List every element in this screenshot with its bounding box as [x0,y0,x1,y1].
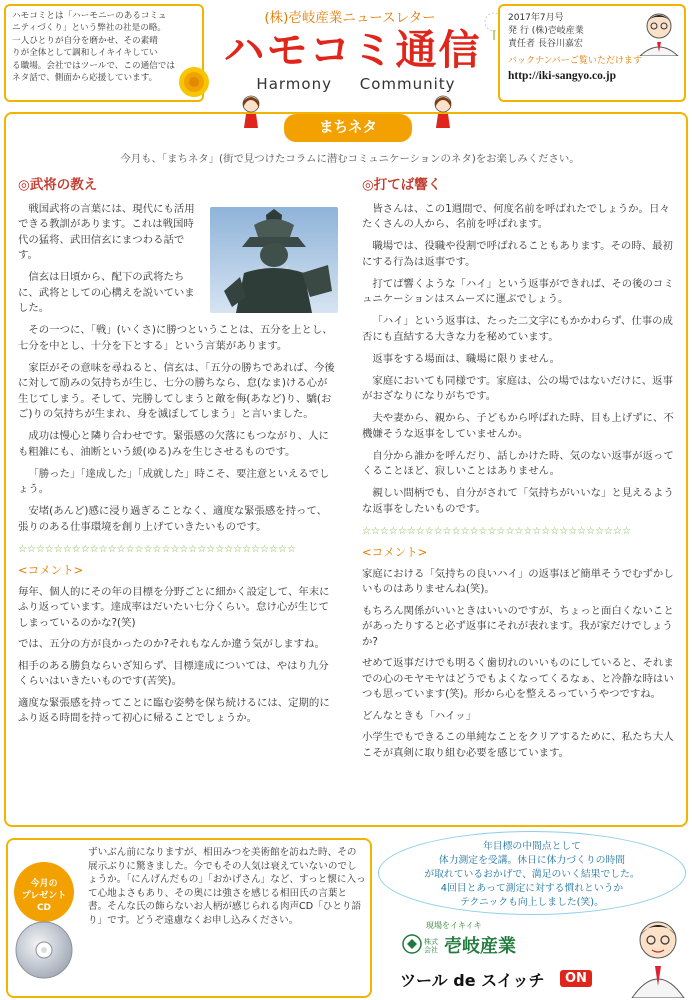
star-divider: ☆☆☆☆☆☆☆☆☆☆☆☆☆☆☆☆☆☆☆☆☆☆☆☆☆☆☆☆☆☆☆ [18,543,296,555]
speech-bubble [378,831,686,915]
article-paragraph: 職場では、役職や役割で呼ばれることもあります。その時、最初にする行為は返事です。 [362,240,673,268]
article-heading: ◎打てば響く [362,177,442,193]
girl-character-icon [238,94,264,128]
newsletter-kicker: (株)壱岐産業ニュースレター [264,10,436,26]
comment-text: 小学生でもできるこの単純なことをクリアするために、私たち大人こそが真剣に取り組む必要を感じています。 [362,731,674,759]
article-paragraph: 信玄は日頃から、配下の武将たちに、武将としての心構えを説いていました。 [18,271,195,314]
comment-text: もちろん関係がいいときはいいのですが、ちょっと面白くないことがあったりすると必ず返事にそれが表れます。我が家だけでしょうか? [362,604,674,648]
bubble-line: 体力測定を受講。休日に体力づくりの時間 [438,855,626,866]
article-paragraph: その一つに、「戦」(いくさ)に勝つということは、五分を上とし、七分を中とし、十分を下とする」という言葉があります。 [18,324,333,352]
girl-character-icon [430,94,456,128]
backnumber-note: バックナンバーご覧いただけます [508,56,642,66]
article-paragraph: 「ハイ」という返事は、たった二文字にもかかわらず、仕事の成否にも直結する大きな力を秘めています。 [362,315,673,343]
comment-text: 毎年、個人的にその年の目標を分野ごとに細かく設定して、年末にふり返っています。達成率はだいたい七分くらい。怠け心が生じてしまっているのかな?(笑) [18,585,330,629]
article-paragraph: 自分から誰かを呼んだり、話しかけた時、気のない返事が返ってくることほど、寂しいことはありません。 [362,449,674,477]
issue-date: 2017年7月号 [508,13,564,23]
article-paragraph: 皆さんは、この1週間で、何度名前を呼ばれたでしょうか。日々たくさんの人から、名前を呼ばれます。 [362,202,670,230]
article-paragraph: 返事をする場面は、職場に限りません。 [372,352,561,365]
article-heading: ◎武将の教え [18,177,98,193]
comment-text: 家庭における「気持ちの良いハイ」の返事ほど簡単そうでむずかしいものはありませんね(笑)。 [362,567,674,595]
author-portrait-icon [636,8,682,56]
bubble-line: が取れているおかげで、満足のいく結果でした。 [424,869,640,880]
company-logo-icon [402,934,422,954]
comment-text: どんなときも「ハイッ」 [362,709,477,722]
publisher: 発 行 (株)壱岐産業 [508,26,584,36]
article-paragraph: 打てば響くような「ハイ」という返事ができれば、その後のコミュニケーションはスムーズに運ぶでしょう。 [362,277,674,305]
present-badge [14,862,74,922]
samurai-statue-image [210,207,338,313]
bubble-line: 年目標の中間点として [483,841,581,852]
article-paragraph: 安堵(あんど)感に浸り過ぎることなく、適度な緊張感を持って、張りのある仕事環境を創り上げていきたいものです。 [18,505,328,533]
intro-line: ネタ話で、側面から応援しています。 [12,73,158,84]
article-paragraph: 「勝った」「達成した」「成就した」時こそ、要注意といえるでしょう。 [18,467,330,495]
editor: 責任者 長谷川嘉宏 [508,39,583,49]
article-paragraph: 成功は慢心と隣り合わせです。緊張感の欠落にもつながり、人にも粗雑にも、油断という緩(ゆる)みを生じさせるものです。 [18,430,329,458]
section-tab: まちネタ [284,114,412,142]
author-mascot-icon [628,914,688,998]
present-description: ずいぶん前になりますが、相田みつを美術館を訪ねた時、その展示ぶりに驚きました。今でもその人気は衰えていないのでしょうか。「にんげんだもの」「おかげさん」など、すっと懐に入って心地よさもあり、その奥には強さを感じる相田氏の言葉と書。そんな氏の飾らないお人柄が感じられる肉声CD「ひとり語り」です。どうぞ遠慮なくお申し込みください。 [88,847,366,926]
article-paragraph: 戦国武将の言葉には、現代にも活用できる教訓があります。これは戦国時代の猛将、武田信玄にまつわる話です。 [18,202,195,261]
star-divider: ☆☆☆☆☆☆☆☆☆☆☆☆☆☆☆☆☆☆☆☆☆☆☆☆☆☆☆☆☆☆ [362,525,631,537]
cd-disc-icon [14,920,74,980]
article-paragraph: 家臣がその意味を尋ねると、信玄は、「五分の勝ちであれば、今後に対して励みの気持ちが生じ、七分の勝ちなら、怠(なま)ける心が生じてしまう。そして、完勝してしまうと敵を侮(あなど)り、驕(おご)りの気持ちが生まれ、身を滅ぼしてしまう」と言いました。 [18,361,335,420]
comment-heading: <コメント> [362,545,428,559]
article-paragraph: 夫や妻から、親から、子どもから呼ばれた時、目も上げずに、不機嫌そうな返事をしていませんか。 [362,412,674,440]
logo-tagline: 現場をイキイキ [426,921,482,930]
article-paragraph: 親しい間柄でも、自分がされて「気持ちがいいな」と見えるような返事をしたいものです。 [362,487,674,515]
logo-product-name: ツール de スイッチ [400,971,545,990]
lead-text: 今月も、「まちネタ」(街で見つけたコラムに潜むコミュニケーションのネタ)をお楽しみください。 [120,153,580,165]
newsletter-subtitle: Harmony Community [256,75,456,93]
intro-line: ハモコミとは「ハーモニーのあるコミュ [12,11,167,21]
badge-line: CD [36,903,52,913]
intro-line: りが全体として調和しイキイキしてい [12,48,158,59]
article-paragraph: 家庭においても同様です。家庭は、公の場ではないだけに、返事がおざなりになりがちです。 [362,374,673,402]
intro-line: 一人ひとりが自分を磨かせ、その素晴 [12,35,158,46]
article-right [362,178,674,767]
intro-line: ニティづくり」という弊社の社是の略。 [12,23,167,34]
badge-line: プレゼント [21,891,67,901]
bubble-line: テクニックも向上しました(笑)。 [460,897,604,908]
intro-line: る職場。会社ではツールで、この通信では [12,60,175,71]
badge-line: 今月の [30,879,58,889]
website-link[interactable]: http://iki-sangyo.co.jp [508,70,616,82]
logo-company-name: 壱岐産業 [444,936,516,957]
comment-heading: <コメント> [18,563,84,577]
comment-text: 相手のある勝負ならいざ知らず、目標達成については、やはり九分くらいはいきたいものです(苦笑)。 [18,659,329,687]
logo-on-badge: ON [560,970,592,987]
comment-text: 適度な緊張感を持ってことに臨む姿勢を保ち続けるには、定期的にふり返る時間を持って初心に帰ることでしょうか。 [18,696,330,724]
comment-text: せめて返事だけでも明るく歯切れのいいものにしていると、それまでの心のモヤモヤはどうでもよくなってくるなぁ、と冷静な時はいつも思っています(笑)。形から心を整えるっていうやつですね。 [362,657,674,700]
newsletter-title: ハモコミ通信 [223,26,482,74]
comment-text: では、五分の方が良かったのか?それもなんか違う気がしますね。 [18,638,325,650]
logo-company-prefix: 株式会社 [424,938,438,954]
bubble-line: 4回目とあって測定に対する慣れというか [440,883,624,894]
